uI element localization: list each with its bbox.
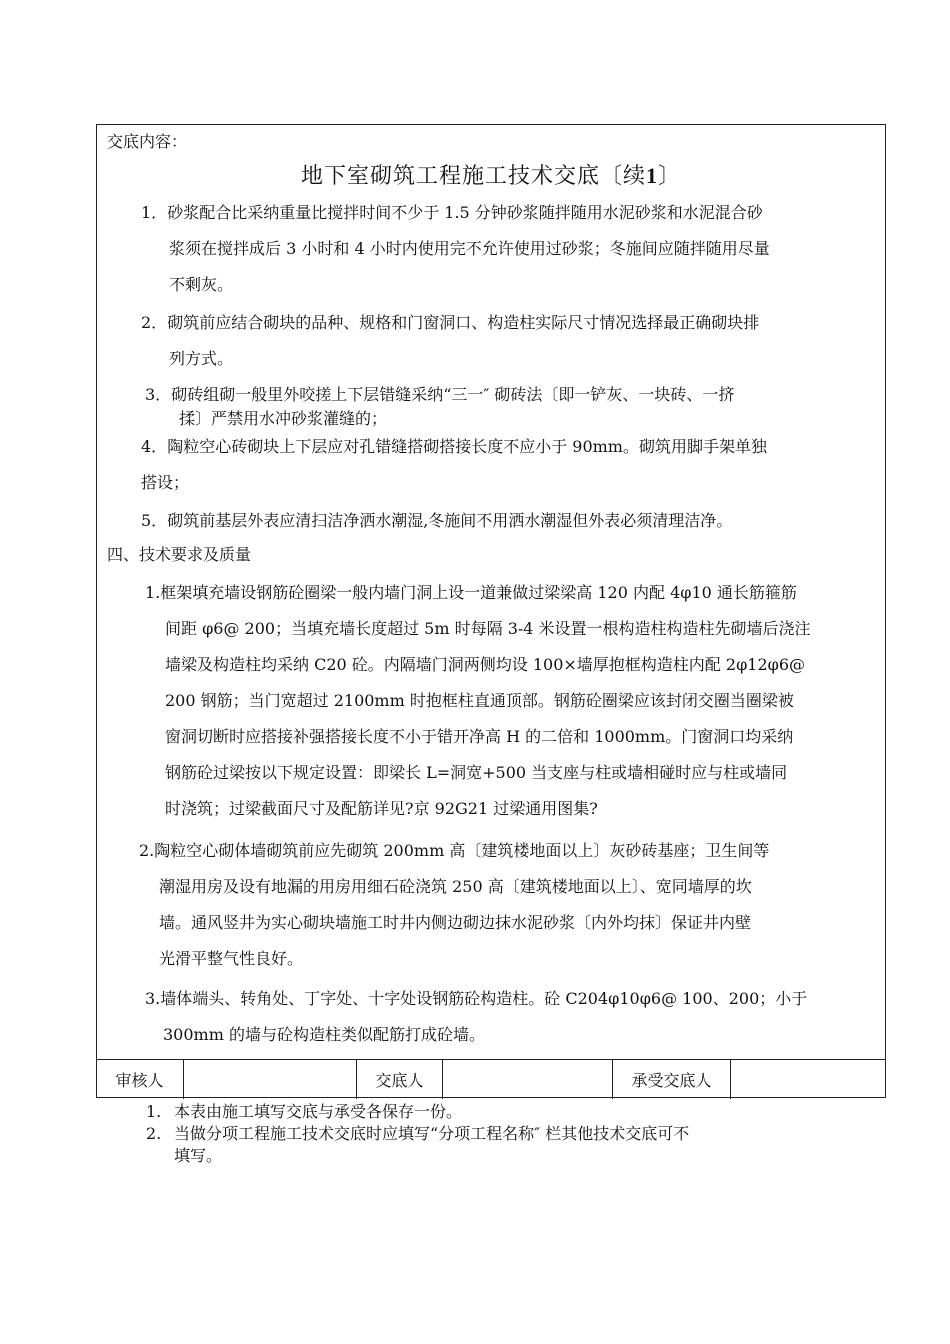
reviewer-field[interactable] xyxy=(184,1060,357,1099)
list-item: 5．砌筑前基层外表应清扫洁净洒水潮湿,冬施间不用洒水潮湿但外表必须清理洁净。 xyxy=(141,511,733,530)
disclosure-form xyxy=(96,124,886,1098)
note-item: 1. 本表由施工填写交底与承受各保存一份。 xyxy=(146,1102,463,1121)
receiver-label: 承受交底人 xyxy=(613,1060,731,1099)
section-heading: 四、技术要求及质量 xyxy=(107,545,252,564)
signature-row xyxy=(96,1059,886,1099)
title-end: 〕 xyxy=(658,164,682,189)
list-item: 2.陶粒空心砌体墙砌筑前应先砌筑 200mm 高〔建筑楼地面以上〕灰砂砖基座；卫生间等 潮湿用房及设有地漏的用房用细石砼浇筑 250 高〔建筑楼地面以上〕、宽同墙厚的坎 墙。通风竖井为实心砌块墙施工时井内侧边砌边抹水泥砂浆〔内外均抹〕保证井内壁 光滑平整气性良好。 xyxy=(139,841,770,968)
reviewer-label: 审核人 xyxy=(96,1060,184,1099)
receiver-field[interactable] xyxy=(731,1060,886,1099)
note-item: 2. 当做分项工程施工技术交底时应填写“分项工程名称″ 栏其他技术交底可不 填写。 xyxy=(146,1124,690,1165)
notes xyxy=(146,1101,834,1167)
list-item: 3.墙体端头、转角处、丁字处、十字处设钢筋砼构造柱。砼 C204φ10φ6@ 100、200；小于 300mm 的墙与砼构造柱类似配筋打成砼墙。 xyxy=(145,989,808,1044)
list-item: 2．砌筑前应结合砌块的品种、规格和门窗洞口、构造柱实际尺寸情况选择最正确砌块排 列方式。 xyxy=(141,313,760,368)
content-label: 交底内容： xyxy=(107,132,188,151)
title-number: 1 xyxy=(646,163,658,188)
list-item: 1.框架填充墙设钢筋砼圈梁一般内墙门洞上设一道兼做过梁梁高 120 内配 4φ10 通长筋箍筋 间距 φ6@ 200；当填充墙长度超过 5m 时每隔 3-4 米设置一根构造柱构造柱先砌墙后浇注 墙梁及构造柱均采纳 C20 砼。内隔墙门洞两侧均设 100×墙厚抱框构造柱内配 2φ12φ6@ 200 钢筋；当门宽超过 2100mm 时抱框柱直通顶部。钢筋砼圈梁应该封闭交圈当圈梁被 窗洞切断时应搭接补强搭接长度不小于错开净高 H 的二倍和 1000mm。门窗洞口均采纳 钢筋砼过梁按以下规定设置：即梁长 L=洞宽+500 当支座与柱或墙相碰时应与柱或墙同 时浇筑；过梁截面尺寸及配筋详见?京 92G21 过梁通用图集? xyxy=(145,583,811,818)
list-item: 1．砂浆配合比采纳重量比搅拌时间不少于 1.5 分钟砂浆随拌随用水泥砂浆和水泥混合砂 浆须在搅拌成后 3 小时和 4 小时内使用完不允许使用过砂浆；冬施间应随拌随用尽量 不剩灰。 xyxy=(141,203,770,294)
list-item: 4．陶粒空心砖砌块上下层应对孔错缝搭砌搭接长度不应小于 90mm。砌筑用脚手架单独 搭设； xyxy=(141,437,767,492)
discloser-field[interactable] xyxy=(443,1060,613,1099)
discloser-label: 交底人 xyxy=(357,1060,443,1099)
document-title xyxy=(97,159,885,190)
title-text: 地下室砌筑工程施工技术交底〔续 xyxy=(300,164,646,189)
list-item: 3．砌砖组砌一般里外咬搓上下层错缝采纳“三一″ 砌砖法〔即一铲灰、一块砖、一挤 揉〕严禁用水冲砂浆灌缝的； xyxy=(145,385,735,428)
